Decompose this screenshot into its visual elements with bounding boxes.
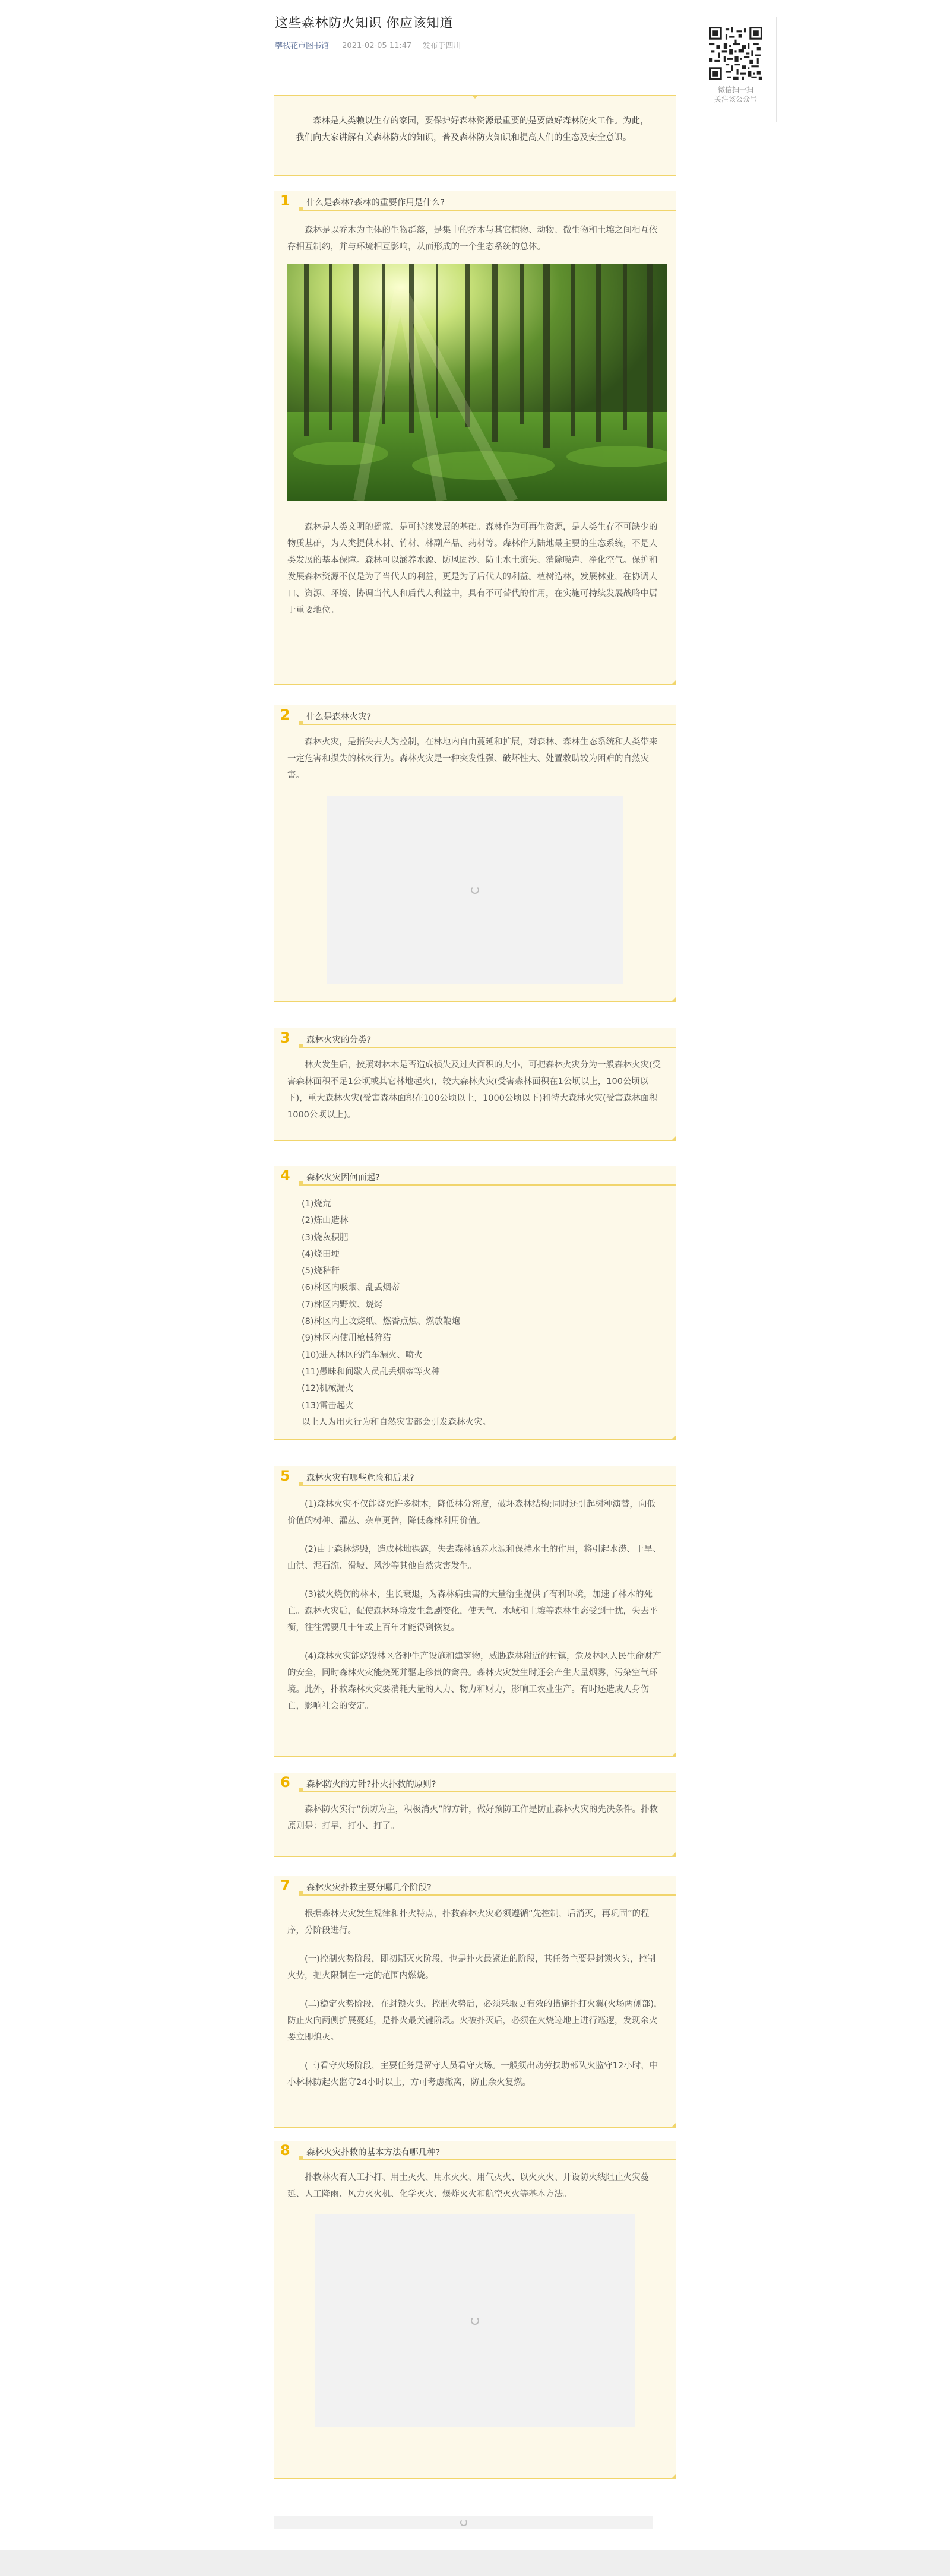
section-paragraph: 林火发生后，按照对林木是否造成损失及过火面积的大小，可把森林火灾分为一般森林火灾(受害森林面积不足1公顷或其它林地起火)，较大森林火灾(受害森林面积在1公顷以上，100公顷以下)，重大森林火灾(受害森林面积在100公顷以上，1000公顷以下)和特大森林火灾(受害森林面积1000公顷以上)。 xyxy=(287,1060,661,1120)
section-1 xyxy=(274,191,676,685)
section-header xyxy=(274,2141,676,2161)
article-time: 2021-02-05 11:47 xyxy=(342,42,412,50)
bottom-bar xyxy=(0,2550,950,2576)
section-paragraph: 森林火灾，是指失去人为控制，在林地内自由蔓延和扩展，对森林、森林生态系统和人类带来一定危害和损失的林火行为。森林火灾是一种突发性强、破坏性大、处置救助较为困难的自然灾害。 xyxy=(287,737,658,780)
section-header xyxy=(274,705,676,725)
section-paragraph: (2)由于森林烧毁，造成林地裸露，失去森林涵养水源和保持水土的作用，将引起水涝、干旱、山洪、泥石流、滑坡、风沙等其他自然灾害发生。 xyxy=(287,1545,661,1571)
article-title: 这些森林防火知识 你应该知道 xyxy=(275,16,453,31)
image-placeholder xyxy=(315,2214,635,2427)
section-footer-rule xyxy=(274,1140,676,1141)
section-paragraph: (1)森林火灾不仅能烧死许多树木，降低林分密度，破坏森林结构;同时还引起树种演替，向低价值的树种、灌丛、杂草更替，降低森林利用价值。 xyxy=(287,1500,656,1526)
section-7 xyxy=(274,1876,676,2128)
section-footer-rule xyxy=(274,684,676,685)
loading-spinner-icon xyxy=(471,2317,479,2325)
bottom-image-placeholder xyxy=(274,2516,653,2529)
section-number: 2 xyxy=(280,706,290,723)
section-paragraph: (三)看守火场阶段，主要任务是留守人员看守火场。一般须出动劳扶助部队火监守12小时，中小林林防起火监守24小时以上，方可考虑撤离，防止余火复燃。 xyxy=(287,2061,658,2087)
section-title: 什么是森林火灾? xyxy=(306,712,372,722)
section-title: 森林火灾因何而起? xyxy=(306,1173,380,1183)
loading-spinner-icon xyxy=(460,2519,467,2526)
section-5 xyxy=(274,1466,676,1757)
section-number: 7 xyxy=(280,1877,290,1894)
section-header xyxy=(274,1466,676,1487)
list-item: (2)炼山造林 xyxy=(302,1216,349,1226)
section-rule xyxy=(299,1184,676,1186)
image-placeholder xyxy=(327,796,623,984)
qr-caption-2: 关注该公众号 xyxy=(714,95,757,103)
section-2 xyxy=(274,705,676,1002)
forest-photo xyxy=(287,264,667,501)
section-number: 6 xyxy=(280,1774,290,1791)
section-paragraph: 森林防火实行“预防为主，积极消灭”的方针，做好预防工作是防止森林火灾的先决条件。扑救原则是：打早、打小、打了。 xyxy=(287,1805,658,1831)
section-title: 什么是森林?森林的重要作用是什么? xyxy=(306,198,445,208)
section-rule xyxy=(299,724,676,725)
section-header xyxy=(274,1166,676,1186)
qr-caption-1: 微信扫一扫 xyxy=(717,85,753,94)
section-rule xyxy=(299,2159,676,2160)
section-rule xyxy=(299,1047,676,1048)
list-item: (7)林区内野炊、烧烤 xyxy=(302,1300,383,1310)
section-number: 8 xyxy=(280,2142,290,2159)
qr-code-panel xyxy=(695,17,777,122)
section-title: 森林火灾扑救主要分哪几个阶段? xyxy=(306,1883,432,1893)
intro-panel xyxy=(274,95,676,176)
section-8 xyxy=(274,2141,676,2479)
list-item: (6)林区内吸烟、乱丢烟蒂 xyxy=(302,1283,400,1293)
section-number: 3 xyxy=(280,1029,290,1046)
section-title: 森林火灾扑救的基本方法有哪几种? xyxy=(306,2148,441,2157)
section-footer-rule xyxy=(274,2478,676,2479)
list-item-summary: 以上人为用火行为和自然灾害都会引发森林火灾。 xyxy=(302,1417,491,1427)
section-4 xyxy=(274,1166,676,1440)
section-header xyxy=(274,1773,676,1793)
section-title: 森林火灾有哪些危险和后果? xyxy=(306,1474,414,1483)
list-item: (3)烧灰积肥 xyxy=(302,1232,349,1243)
section-6 xyxy=(274,1773,676,1857)
section-header xyxy=(274,1876,676,1896)
section-footer-rule xyxy=(274,1001,676,1002)
article-source-link[interactable]: 攀枝花市图书馆 xyxy=(275,42,330,50)
section-title: 森林防火的方针?扑火扑救的原则? xyxy=(306,1780,436,1789)
section-paragraph: 扑救林火有人工扑打、用土灭火、用水灭火、用气灭火、以火灭火、开设防火线阻止火灾蔓延、人工降雨、风力灭火机、化学灭火、爆炸灭火和航空灭火等基本方法。 xyxy=(287,2173,649,2199)
section-footer-rule xyxy=(274,1756,676,1757)
list-item: (13)雷击起火 xyxy=(302,1401,354,1411)
section-number: 4 xyxy=(280,1167,290,1184)
section-rule xyxy=(299,1791,676,1792)
section-rule xyxy=(299,1485,676,1486)
section-paragraph: (3)被火烧伤的林木，生长衰退，为森林病虫害的大量衍生提供了有利环境，加速了林木的死亡。森林火灾后，促使森林环境发生急剧变化，使天气、水域和土壤等森林生态受到干扰，失去平衡，往往需要几十年或上百年才能得到恢复。 xyxy=(287,1590,658,1633)
intro-text: 森林是人类赖以生存的家园，要保护好森林资源最重要的是要做好森林防火工作。为此，我们向大家讲解有关森林防火的知识，普及森林防火知识和提高人们的生态及安全意识。 xyxy=(296,116,649,142)
section-paragraph: 森林是人类文明的摇篮，是可持续发展的基础。森林作为可再生资源，是人类生存不可缺少的物质基础，为人类提供木材、竹材、林副产品、药材等。森林作为陆地最主要的生态系统，不是人类发展的基本保障。森林可以涵养水源、防风固沙、防止水土流失、消除噪声、净化空气。保护和发展森林资源不仅是为了当代人的利益，更是为了后代人的利益。植树造林，发展林业，在协调人口、资源、环境、协调当代人和后代人利益中，具有不可替代的作用，在实施可持续发展战略中居于重要地位。 xyxy=(287,522,658,615)
section-paragraph: (一)控制火势阶段，即初期灭火阶段，也是扑火最紧迫的阶段，其任务主要是封锁火头，控制火势，把火限制在一定的范围内燃烧。 xyxy=(287,1954,656,1981)
list-item: (1)烧荒 xyxy=(302,1199,331,1209)
section-footer-rule xyxy=(274,1856,676,1857)
section-paragraph: (二)稳定火势阶段，在封锁火头，控制火势后，必须采取更有效的措施扑打火翼(火场两侧部)，防止火向两侧扩展蔓延，是扑火最关键阶段。火被扑灭后，必须在火烧迹地上进行巡逻，发现余火要立即熄灭。 xyxy=(287,2000,663,2042)
list-item: (4)烧田埂 xyxy=(302,1249,340,1259)
section-paragraph: 根据森林火灾发生规律和扑火特点，扑救森林火灾必须遵循“先控制，后消灭，再巩固”的程序，分阶段进行。 xyxy=(287,1909,650,1935)
section-paragraph: (4)森林火灾能烧毁林区各种生产设施和建筑物，威胁森林附近的村镇，危及林区人民生命财产的安全，同时森林火灾能烧死并驱走珍贵的禽兽。森林火灾发生时还会产生大量烟雾，污染空气环境。此外，扑救森林火灾要消耗大量的人力、物力和财力，影响工农业生产。有时还造成人身伤亡，影响社会的安定。 xyxy=(287,1652,661,1711)
section-paragraph: 森林是以乔木为主体的生物群落，是集中的乔木与其它植物、动物、微生物和土壤之间相互依存相互制约，并与环境相互影响，从而形成的一个生态系统的总体。 xyxy=(287,226,658,252)
article-meta xyxy=(275,39,461,50)
section-rule xyxy=(299,1894,676,1896)
list-item: (10)进入林区的汽车漏火、喷火 xyxy=(302,1350,423,1360)
loading-spinner-icon xyxy=(471,886,479,894)
section-number: 5 xyxy=(280,1468,290,1484)
list-item: (9)林区内使用枪械狩猎 xyxy=(302,1333,392,1344)
section-3 xyxy=(274,1028,676,1141)
list-item: (5)烧秸秆 xyxy=(302,1266,340,1276)
section-title: 森林火灾的分类? xyxy=(306,1035,372,1045)
section-rule xyxy=(299,210,676,211)
section-number: 1 xyxy=(280,192,290,209)
section-header xyxy=(274,1028,676,1048)
qr-code-icon xyxy=(709,27,762,80)
section-footer-rule xyxy=(274,1439,676,1440)
list-item: (12)机械漏火 xyxy=(302,1384,354,1394)
section-footer-rule xyxy=(274,2127,676,2128)
list-item: (8)林区内上坟烧纸、燃香点烛、燃放鞭炮 xyxy=(302,1317,461,1327)
section-header xyxy=(274,191,676,211)
list-item: (11)愚昧和间歇人员乱丢烟蒂等火种 xyxy=(302,1367,440,1377)
article-location: 发布于四川 xyxy=(422,42,461,50)
